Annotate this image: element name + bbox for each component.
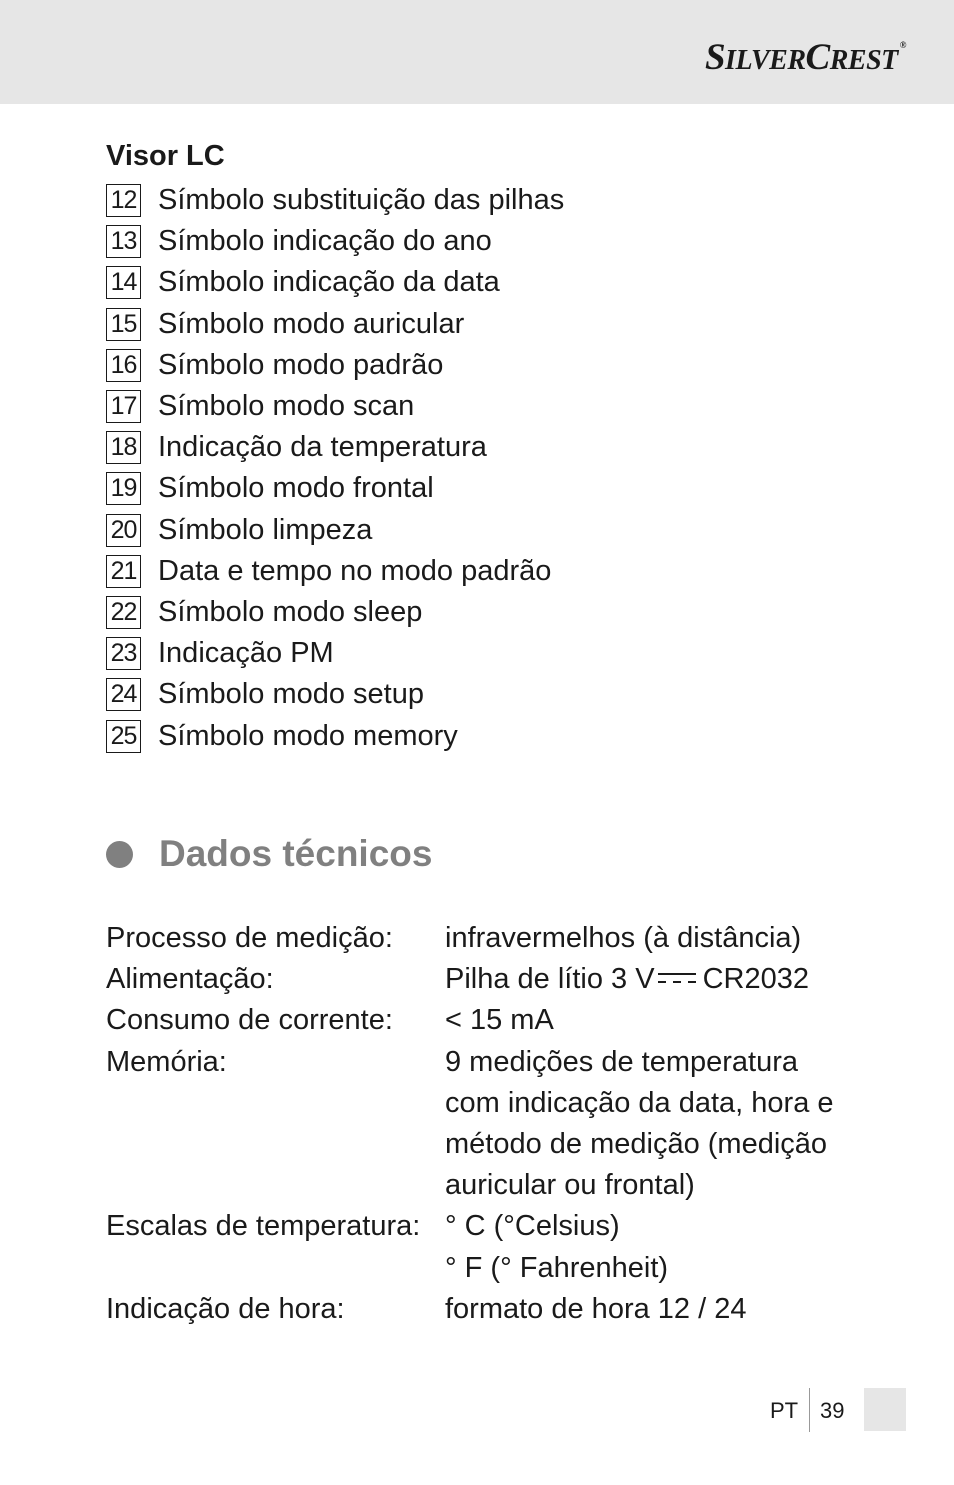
spec-row-current [106, 1000, 906, 1041]
item-label: Símbolo modo sleep [158, 595, 423, 628]
item-number-box: 23 [106, 637, 141, 670]
item-label: Símbolo modo setup [158, 678, 424, 711]
header-band [0, 0, 954, 104]
spec-label: Escalas de temperatura: [106, 1210, 421, 1243]
list-item [106, 345, 564, 386]
item-number-box: 15 [106, 308, 141, 341]
page-footer [0, 1388, 954, 1432]
spec-value [445, 1042, 834, 1207]
list-item [106, 468, 564, 509]
spec-row-measurement [106, 918, 906, 959]
spec-value: < 15 mA [445, 1004, 554, 1037]
spec-value-line: 9 medições de temperatura [445, 1045, 799, 1078]
spec-label: Indicação de hora: [106, 1292, 345, 1325]
language-code: PT [770, 1398, 799, 1423]
spec-label: Consumo de corrente: [106, 1004, 393, 1037]
spec-value-line: auricular ou frontal) [445, 1169, 695, 1202]
list-item [106, 180, 564, 221]
spec-label: Memória: [106, 1045, 227, 1078]
list-item [106, 551, 564, 592]
lcd-symbol-list [106, 180, 564, 757]
page-number: 39 [820, 1398, 845, 1423]
list-item [106, 221, 564, 262]
direct-current-icon [657, 970, 697, 986]
lcd-section-title: Visor LC [106, 140, 225, 172]
spec-label: Alimentação: [106, 963, 274, 996]
spec-value-line: ° C (°Celsius) [445, 1210, 620, 1243]
item-number-box: 22 [106, 596, 141, 629]
page-edge-tab [864, 1388, 906, 1431]
footer-divider [809, 1388, 810, 1432]
spec-row-memory [106, 1042, 906, 1207]
item-number-box: 25 [106, 720, 141, 753]
item-label: Símbolo indicação da data [158, 266, 500, 299]
spec-value [445, 959, 809, 1000]
spec-table [106, 918, 906, 1330]
item-label: Símbolo indicação do ano [158, 225, 492, 258]
item-label: Símbolo modo padrão [158, 348, 444, 381]
item-label: Símbolo modo scan [158, 390, 415, 423]
item-number-box: 13 [106, 225, 141, 258]
item-number-box: 21 [106, 555, 141, 588]
list-item [106, 386, 564, 427]
power-value-text: Pilha de lítio 3 V [445, 963, 655, 996]
spec-label: Processo de medição: [106, 922, 393, 954]
list-item [106, 262, 564, 303]
item-label: Indicação PM [158, 637, 334, 670]
power-value-model: CR2032 [702, 963, 809, 996]
spec-row-time [106, 1289, 906, 1330]
list-item [106, 510, 564, 551]
spec-row-power [106, 959, 906, 1000]
list-item [106, 715, 564, 756]
spec-value: infravermelhos (à distância) [445, 922, 802, 954]
item-label: Símbolo substituição das pilhas [158, 184, 565, 217]
item-number-box: 14 [106, 266, 141, 299]
brand-logo-c: C [805, 37, 830, 78]
item-number-box: 18 [106, 431, 141, 464]
brand-logo-s: S [704, 37, 726, 78]
item-number-box: 19 [106, 472, 141, 505]
brand-logo-ilver: ILVER [725, 45, 806, 76]
item-label: Indicação da temperatura [158, 431, 487, 464]
spec-value: formato de hora 12 / 24 [445, 1292, 747, 1325]
brand-logo [705, 36, 906, 76]
spec-value-line: ° F (° Fahrenheit) [445, 1251, 669, 1284]
list-item [106, 592, 564, 633]
brand-logo-rest: REST [829, 45, 898, 76]
item-number-box: 24 [106, 678, 141, 711]
list-item [106, 304, 564, 345]
item-label: Símbolo modo memory [158, 719, 458, 752]
item-label: Símbolo modo auricular [158, 307, 465, 340]
brand-logo-registered: ® [899, 40, 906, 50]
bullet-dot-icon [106, 841, 133, 868]
tech-section-title: Dados técnicos [159, 833, 433, 874]
item-label: Símbolo modo frontal [158, 472, 434, 505]
item-number-box: 20 [106, 514, 141, 547]
list-item [106, 427, 564, 468]
spec-value-line: método de medição (medição [445, 1128, 828, 1161]
item-label: Data e tempo no modo padrão [158, 554, 552, 587]
spec-row-scales [106, 1206, 906, 1288]
list-item [106, 633, 564, 674]
item-number-box: 17 [106, 390, 141, 423]
item-number-box: 12 [106, 184, 141, 217]
list-item [106, 674, 564, 715]
spec-value-line: com indicação da data, hora e [445, 1086, 834, 1119]
item-number-box: 16 [106, 349, 141, 382]
spec-value [445, 1206, 668, 1288]
item-label: Símbolo limpeza [158, 513, 373, 546]
tech-section-header [106, 832, 432, 876]
